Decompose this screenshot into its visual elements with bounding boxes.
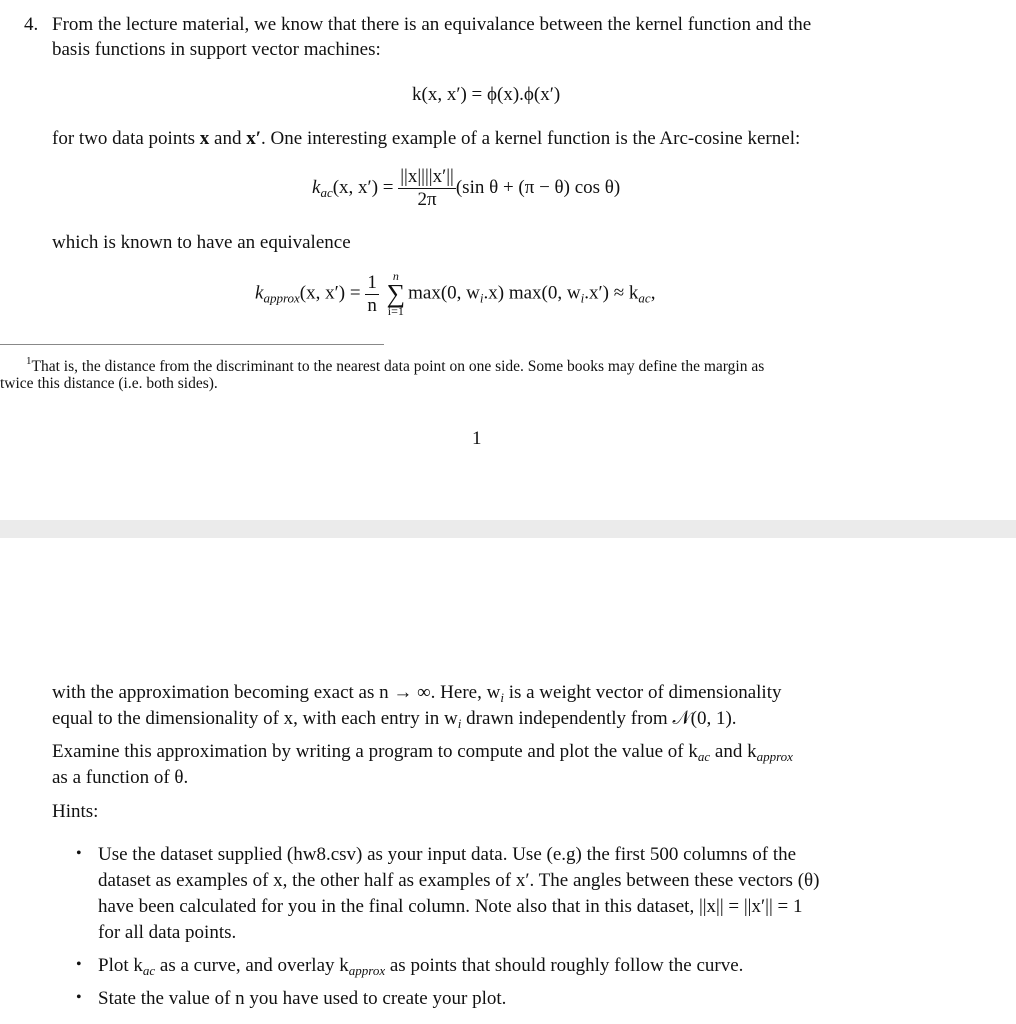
continuation-line-2: equal to the dimensionality of x, with each entry in $w_i$ drawn independently from 𝒩(0, 1). (52, 708, 737, 731)
bullet-1-line-4: for all data points. (98, 922, 237, 943)
equation-arc-cosine: $k_{ac}(x$, x′) = $\frac{||x||||x'||}{2\pi}$ (sin θ + (π − θ) cos θ) (312, 166, 621, 210)
task-line-2: as a function of θ. (52, 767, 189, 788)
equation-approx: $k_{approx}(x$, x′) = $\frac{1}{n}$ n ∑ i=1 max(0, $w_i.x$) max(0, $w_i.x') \approx k_{ac}$, (255, 269, 656, 318)
bullet-2-text: Plot $k_{ac}$ as a curve, and overlay $k_{approx}$ as points that should roughly follow the curve. (98, 955, 744, 978)
bullet-3: • (76, 989, 82, 1006)
problem-number: 4. (24, 14, 39, 35)
footnote-line-2: twice this distance (i.e. both sides). (0, 375, 218, 392)
footnote-line-1: $^1$That is, the distance from the discriminant to the nearest data point on one side. Some books may define the margin as (26, 355, 765, 375)
footnote-rule (0, 344, 384, 345)
bullet-3-text: State the value of n you have used to create your plot. (98, 988, 507, 1009)
continuation-line-1: with the approximation becoming exact as n → ∞. Here, $w_i$ is a weight vector of dimensionality (52, 682, 782, 705)
bullet-1-line-3: have been calculated for you in the final column. Note also that in this dataset, ||x|| = ||x′|| = 1 (98, 896, 803, 917)
bullet-1-line-2: dataset as examples of x, the other half as examples of x′. The angles between these vectors (θ) (98, 870, 820, 891)
bullet-1-line-1: Use the dataset supplied (hw8.csv) as your input data. Use (e.g) the first 500 columns of the (98, 844, 797, 865)
problem-line-3: for two data points x and x′. One interesting example of a kernel function is the Arc-cosine kernel: (52, 128, 801, 149)
problem-line-1: From the lecture material, we know that there is an equivalance between the kernel function and the (52, 14, 812, 35)
page-number: 1 (472, 428, 482, 449)
page-separator (0, 520, 1016, 538)
problem-line-2: basis functions in support vector machines: (52, 39, 381, 60)
bullet-1: • (76, 845, 82, 862)
problem-line-4: which is known to have an equivalence (52, 232, 351, 253)
equation-kernel-basis: k(x, x′) = ϕ(x).ϕ(x′) (412, 84, 561, 105)
hints-label: Hints: (52, 801, 99, 822)
bullet-2: • (76, 956, 82, 973)
task-line-1: Examine this approximation by writing a program to compute and plot the value of $k_{ac}$ and $k_{approx}$ (52, 741, 793, 764)
